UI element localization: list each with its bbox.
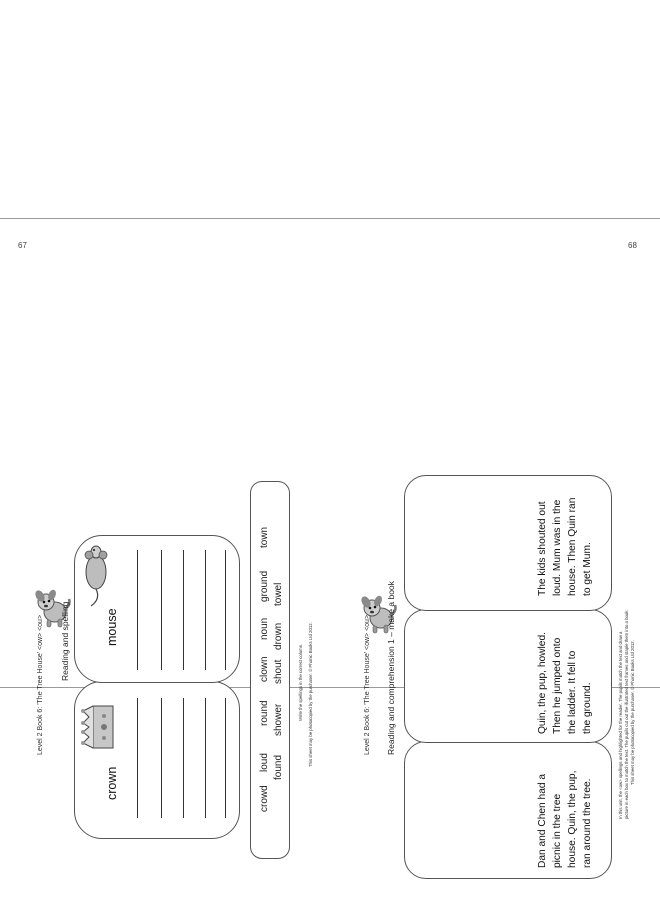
crown-word: crown: [105, 766, 119, 800]
story-line: house. Quin, the pup,: [567, 770, 578, 868]
story-line: The kids shouted out: [537, 501, 548, 596]
word-bank: [250, 481, 290, 859]
writing-line[interactable]: [205, 698, 206, 818]
story-frame: [404, 609, 612, 743]
word-bank-item: town: [259, 526, 270, 548]
word-bank-item: crowd: [259, 785, 270, 812]
story-line: ran around the tree.: [582, 778, 593, 868]
word-bank-item: clown: [259, 656, 270, 682]
story-frame: [404, 741, 612, 879]
mouse-icon: [81, 544, 111, 610]
story-line: the ground.: [582, 682, 593, 734]
page-number-left: 67: [18, 241, 27, 250]
mouse-box: [74, 535, 240, 683]
word-bank-item: shower: [273, 703, 284, 736]
right-subheading: Reading and comprehension 1 – make a book: [386, 581, 396, 755]
story-line: Dan and Chen had a: [537, 773, 548, 868]
story-text: [535, 498, 595, 596]
story-line: the ladder. It fell to: [567, 650, 578, 734]
word-bank-item: round: [259, 700, 270, 726]
word-bank-item: shout: [273, 659, 284, 684]
writing-line[interactable]: [137, 698, 138, 818]
story-line: loud. Mum was in the: [552, 499, 563, 596]
story-text: [535, 771, 595, 868]
right-note: picture in each box to match the text. The pupils cut out the illustrated text frames and staple them into a book.: [624, 609, 629, 819]
writing-line[interactable]: [137, 550, 138, 670]
right-header: Level 2 Book 6: 'The Tree House' <ow> <ou>: [364, 614, 371, 755]
story-line: Quin, the pup, howled.: [537, 632, 548, 734]
worksheet-spread: [0, 218, 660, 868]
story-frame: [404, 475, 612, 611]
right-note: In this unit, the <ow> spellings and highlighted for the reader. The pupils match the text and draw a: [618, 631, 623, 819]
writing-line[interactable]: [183, 550, 184, 670]
page-number-right: 68: [628, 241, 637, 250]
writing-line[interactable]: [225, 698, 226, 818]
writing-line[interactable]: [183, 698, 184, 818]
word-bank-item: loud: [259, 753, 270, 772]
right-copyright: This sheet may be photocopied by the purchaser. © Phonic Books Ltd 2012.: [630, 640, 635, 785]
word-bank-item: drown: [273, 622, 284, 650]
word-bank-item: found: [273, 754, 284, 780]
writing-line[interactable]: [205, 550, 206, 670]
word-bank-item: noun: [259, 617, 270, 640]
left-instruction: Write the spellings in the correct column.: [298, 643, 303, 721]
word-bank-item: ground: [259, 570, 270, 602]
word-bank-item: towel: [273, 582, 284, 606]
left-copyright: This sheet may be photocopied by the purchaser. © Phonic Books Ltd 2012.: [308, 622, 313, 767]
left-subheading: Reading and spelling: [60, 601, 70, 681]
writing-line[interactable]: [161, 550, 162, 670]
story-line: to get Mum.: [582, 542, 593, 596]
story-text: [535, 632, 595, 734]
crown-icon: [79, 702, 119, 752]
crown-box: [74, 681, 240, 839]
mouse-word: mouse: [105, 608, 119, 646]
story-line: Then he jumped onto: [552, 637, 563, 734]
writing-line[interactable]: [161, 698, 162, 818]
writing-line[interactable]: [225, 550, 226, 670]
story-line: picnic in the tree: [552, 793, 563, 868]
left-header: Level 2 Book 6: 'The Tree House' <ow> <ou>: [37, 614, 44, 755]
story-line: house. Then Quin ran: [567, 497, 578, 596]
